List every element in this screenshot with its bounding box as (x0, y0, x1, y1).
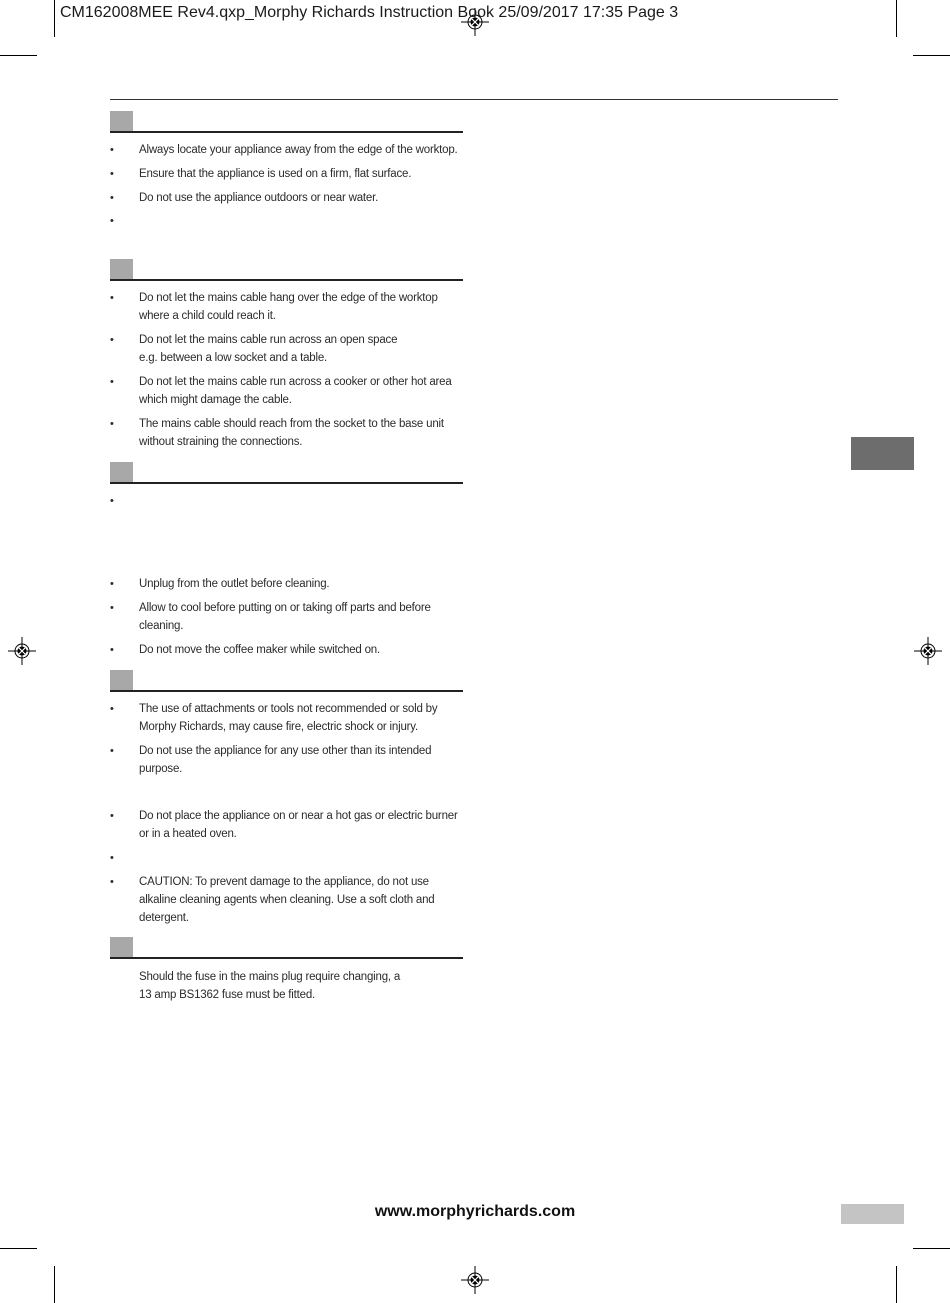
bullet: • (110, 852, 114, 864)
list-item-text: CAUTION: To prevent damage to the appliance, do not use alkaline cleaning agents when cleaning. Use a soft cloth and detergent. (139, 876, 435, 924)
crop-mark (913, 1248, 950, 1249)
crop-mark (896, 1266, 897, 1303)
section-rule (110, 279, 463, 281)
bullet: • (110, 578, 114, 590)
list-item-text: Allow to cool before putting on or taking off parts and before cleaning. (139, 602, 431, 632)
section-header (110, 259, 463, 281)
bullet: • (110, 495, 114, 507)
page-number-tab (841, 1204, 904, 1224)
list-item-text: Unplug from the outlet before cleaning. (139, 578, 330, 590)
list-item-text: Do not use the appliance for any use other than its intended purpose. (139, 745, 432, 775)
section-rule (110, 690, 463, 692)
crop-mark (896, 0, 897, 37)
section-marker (110, 111, 133, 131)
section-rule (110, 131, 463, 133)
crop-mark (54, 1266, 55, 1303)
list-item-text: Do not let the mains cable hang over the edge of the worktop where a child could reach it. (139, 292, 438, 322)
list-item-text: The use of attachments or tools not recommended or sold by Morphy Richards, may cause fire, electric shock or injury. (139, 703, 438, 733)
top-rule (110, 99, 838, 100)
crop-mark (0, 55, 37, 56)
section-header (110, 111, 463, 133)
crop-mark (913, 55, 950, 56)
bullet: • (110, 876, 114, 888)
registration-mark-icon (461, 1266, 489, 1294)
bullet: • (110, 602, 114, 614)
section-rule (110, 482, 463, 484)
section-header (110, 462, 463, 484)
section-rule (110, 957, 463, 959)
registration-mark-icon (8, 637, 36, 665)
list-item-text: The mains cable should reach from the socket to the base unit without straining the connections. (139, 418, 444, 448)
section-marker (110, 670, 133, 690)
bullet: • (110, 144, 114, 156)
website-url: www.morphyrichards.com (374, 1203, 576, 1220)
bullet: • (110, 334, 114, 346)
bullet: • (110, 644, 114, 656)
crop-mark (0, 1248, 37, 1249)
list-item-text: Ensure that the appliance is used on a firm, flat surface. (139, 168, 412, 180)
section-marker (110, 462, 133, 482)
printer-slug: CM162008MEE Rev4.qxp_Morphy Richards Instruction Book 25/09/2017 17:35 Page 3 (60, 4, 679, 21)
bullet: • (110, 292, 114, 304)
bullet: • (110, 745, 114, 757)
section-marker (110, 937, 133, 957)
crop-mark (54, 0, 55, 37)
list-item-text: Do not let the mains cable run across an open space e.g. between a low socket and a table. (139, 334, 398, 364)
registration-mark-icon (914, 637, 942, 665)
bullet: • (110, 215, 114, 227)
bullet: • (110, 418, 114, 430)
list-item-text: Always locate your appliance away from the edge of the worktop. (139, 144, 458, 156)
paragraph-text: Should the fuse in the mains plug require changing, a 13 amp BS1362 fuse must be fitted. (139, 971, 401, 1001)
bullet: • (110, 703, 114, 715)
bullet: • (110, 376, 114, 388)
list-item-text: Do not let the mains cable run across a cooker or other hot area which might damage the cable. (139, 376, 452, 406)
list-item-text: Do not place the appliance on or near a hot gas or electric burner or in a heated oven. (139, 810, 458, 840)
list-item-text: Do not move the coffee maker while switched on. (139, 644, 380, 656)
language-tab (851, 437, 914, 470)
list-item-text: Do not use the appliance outdoors or near water. (139, 192, 379, 204)
bullet: • (110, 192, 114, 204)
section-header (110, 670, 463, 692)
section-header (110, 937, 463, 959)
section-marker (110, 259, 133, 279)
bullet: • (110, 810, 114, 822)
bullet: • (110, 168, 114, 180)
